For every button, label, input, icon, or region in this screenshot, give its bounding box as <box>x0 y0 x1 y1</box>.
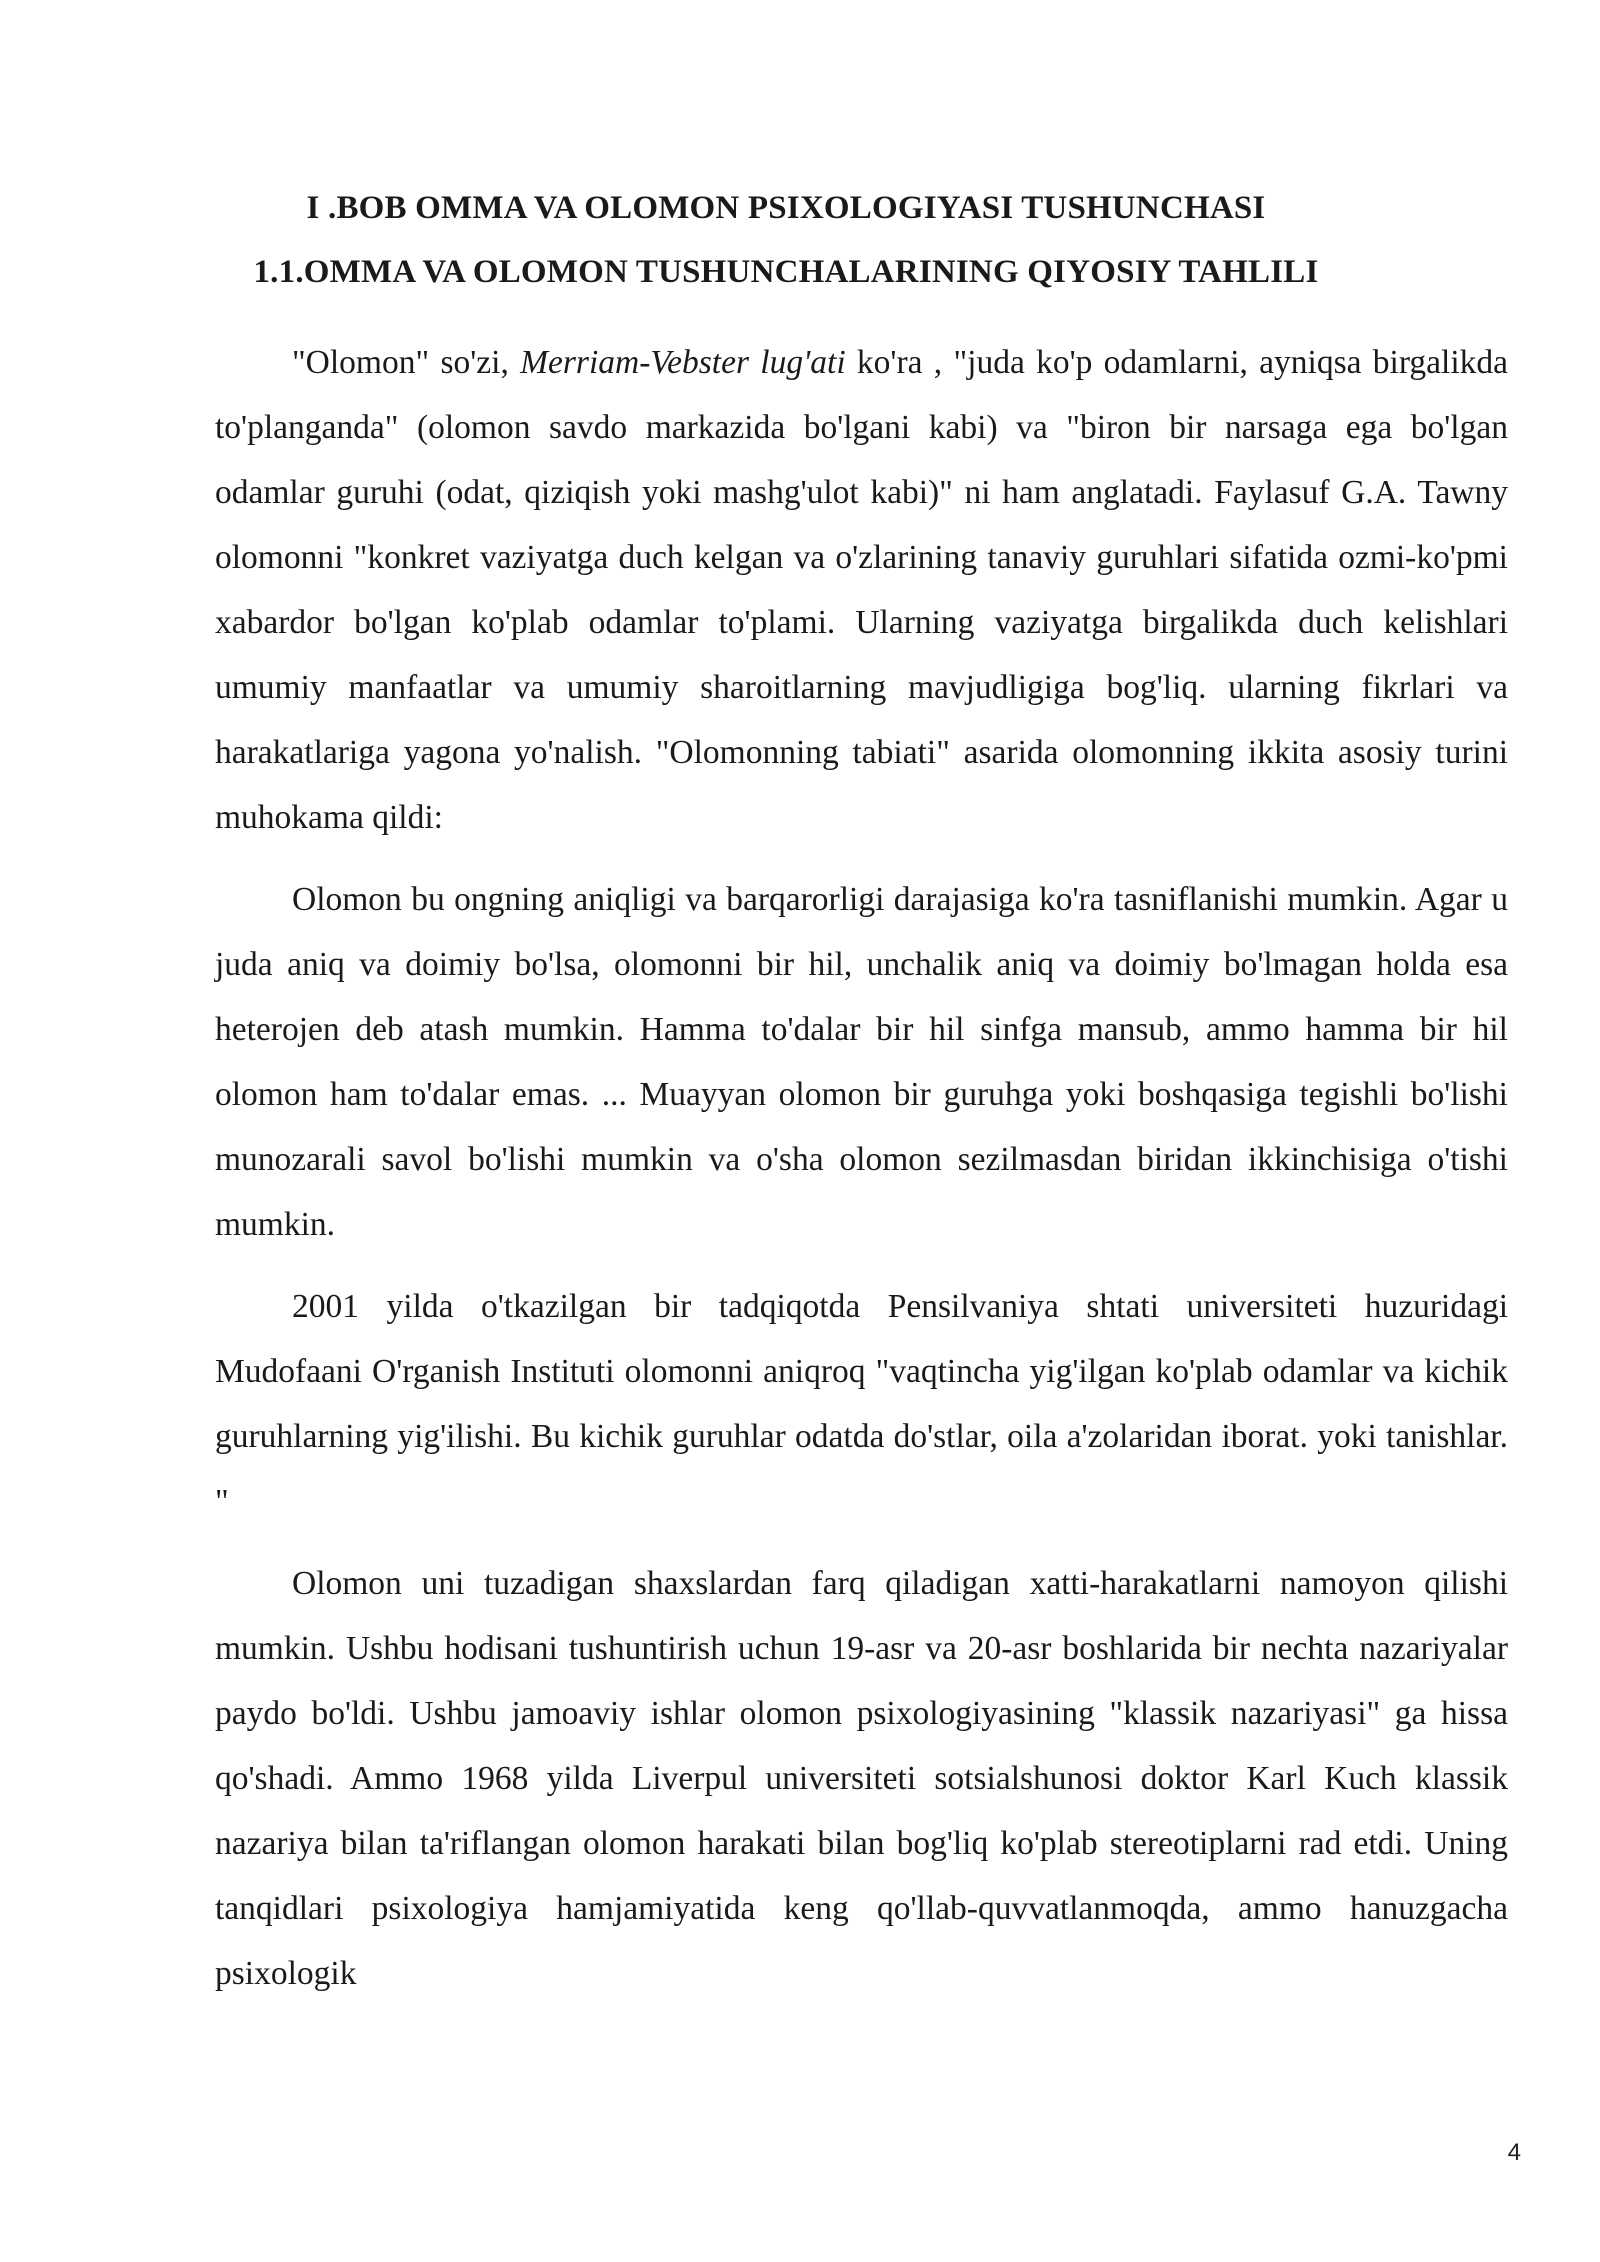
paragraph-4: Olomon uni tuzadigan shaxslardan farq qiladigan xatti-harakatlarni namoyon qilishi mumkin. Ushbu hodisani tushuntirish uchun 19-asr va 20-asr boshlarida bir nechta nazariyalar paydo bo'ldi. Ushbu jamoaviy ishlar olomon psixologiyasining "klassik nazariyasi" ga hissa qo'shadi. Ammo 1968 yilda Liverpul universiteti sotsialshunosi doktor Karl Kuch klassik nazariya bilan ta'riflangan olomon harakati bilan bog'liq ko'plab stereotiplarni rad etdi. Uning tanqidlari psixologiya hamjamiyatida keng qo'llab-quvvatlanmoqda, ammo hanuzgacha psixologik <box>215 1565 1508 1992</box>
paragraph-1 <box>215 330 1508 850</box>
body-text <box>215 330 1508 2023</box>
dictionary-title: Merriam-Vebster lug'ati <box>520 344 846 381</box>
paragraph-1-rest: ko'ra , "juda ko'p odamlarni, ayniqsa birgalikda to'planganda" (olomon savdo markazida bo'lgani kabi) va "biron bir narsaga ega bo'lgan odamlar guruhi (odat, qiziqish yoki mashg'ulot kabi)" ni ham anglatadi. Faylasuf G.A. Tawny olomonni "konkret vaziyatga duch kelgan va o'zlarining tanaviy guruhlari sifatida ozmi-ko'pmi xabardor bo'lgan ko'plab odamlar to'plami. Ularning vaziyatga birgalikda duch kelishlari umumiy manfaatlar va umumiy sharoitlarning mavjudligiga bog'liq. ularning fikrlari va harakatlariga yagona yo'nalish. "Olomonning tabiati" asarida olomonning ikkita asosiy turini muhokama qildi: <box>215 344 1509 836</box>
section-heading: 1.1.OMMA VA OLOMON TUSHUNCHALARINING QIYOSIY TAHLILI <box>253 254 1319 290</box>
paragraph-1-lead: "Olomon" so'zi, <box>292 344 521 381</box>
chapter-heading: I .BOB OMMA VA OLOMON PSIXOLOGIYASI TUSHUNCHASI <box>306 190 1266 226</box>
paragraph-2: Olomon bu ongning aniqligi va barqarorligi darajasiga ko'ra tasniflanishi mumkin. Agar u juda aniq va doimiy bo'lsa, olomonni bir hil, unchalik aniq va doimiy bo'lmagan holda esa heterojen deb atash mumkin. Hamma to'dalar bir hil sinfga mansub, ammo hamma bir hil olomon ham to'dalar emas. ... Muayyan olomon bir guruhga yoki boshqasiga tegishli bo'lishi munozarali savol bo'lishi mumkin va o'sha olomon sezilmasdan biridan ikkinchisiga o'tishi mumkin. <box>215 881 1508 1243</box>
paragraph-3: 2001 yilda o'tkazilgan bir tadqiqotda Pensilvaniya shtati universiteti huzuridagi Mudofaani O'rganish Instituti olomonni aniqroq "vaqtincha yig'ilgan ko'plab odamlar va kichik guruhlarning yig'ilishi. Bu kichik guruhlar odatda do'stlar, oila a'zolaridan iborat. yoki tanishlar. " <box>215 1288 1508 1520</box>
page-number: 4 <box>1507 2139 1521 2166</box>
